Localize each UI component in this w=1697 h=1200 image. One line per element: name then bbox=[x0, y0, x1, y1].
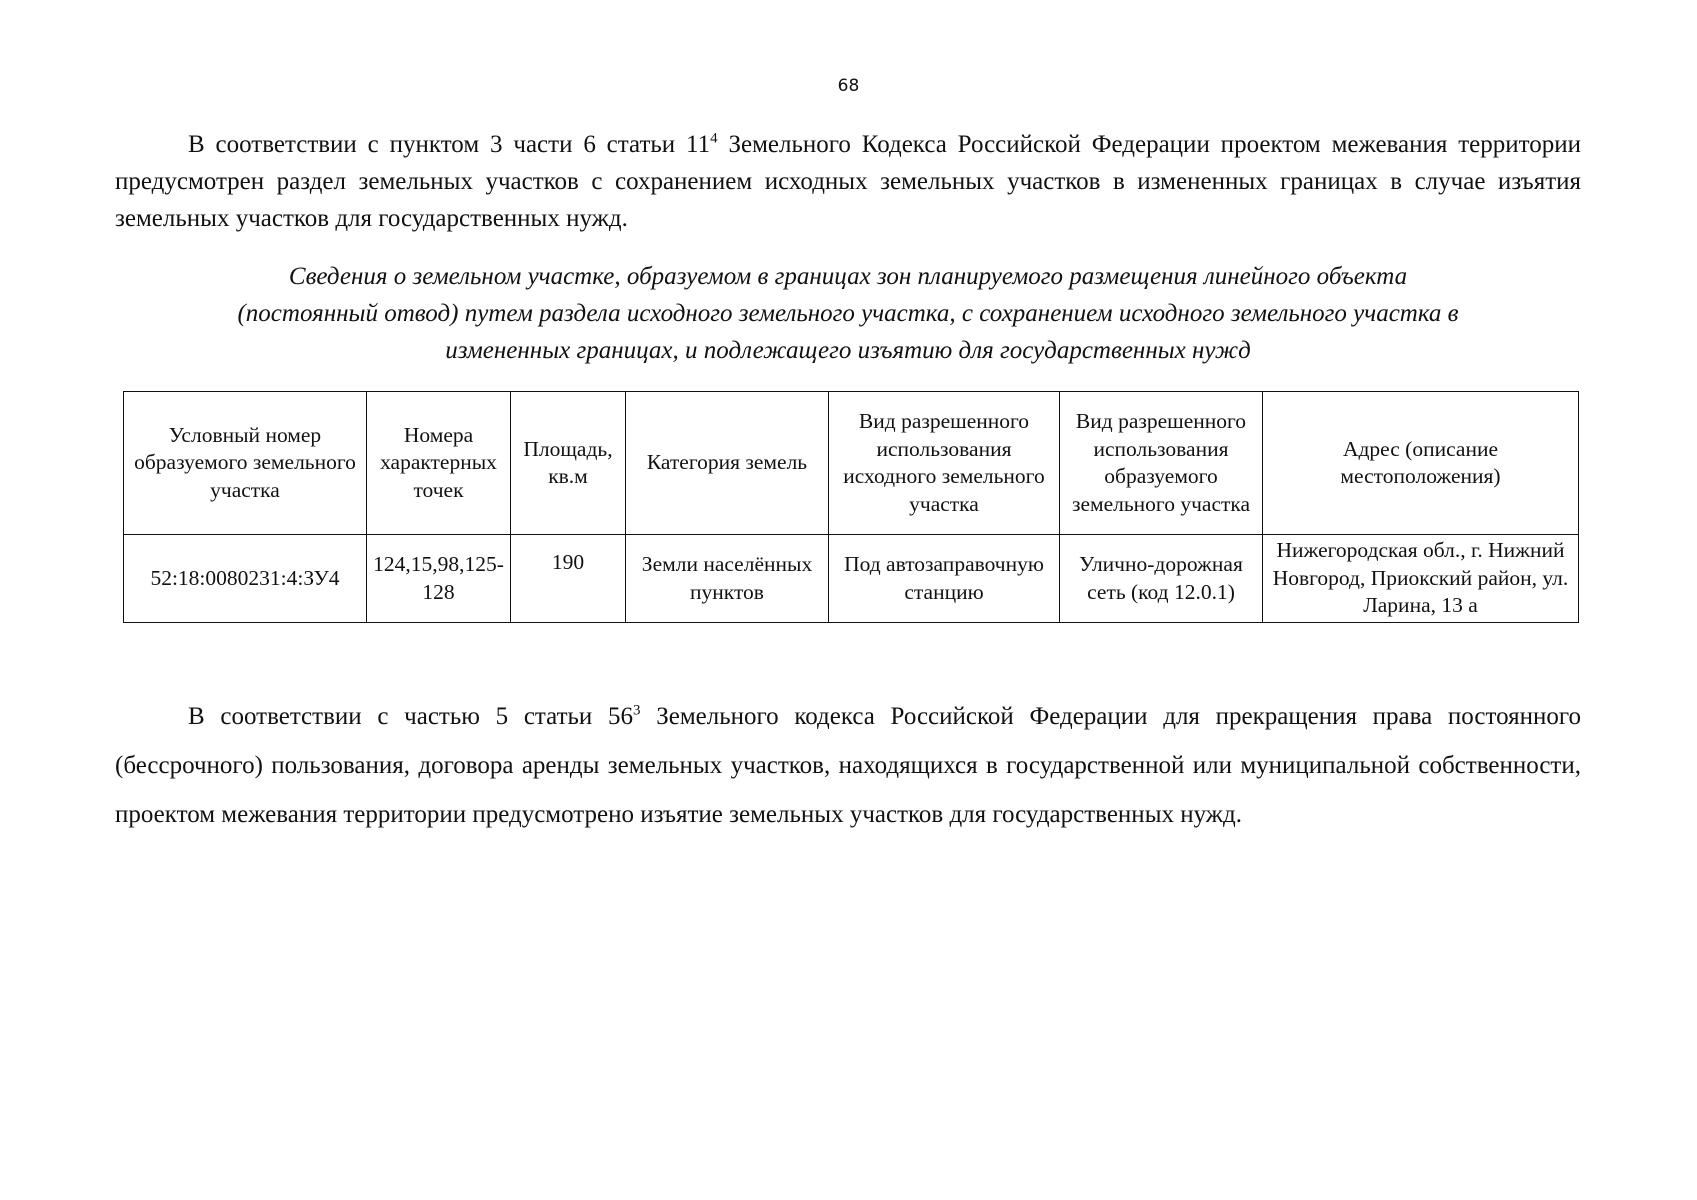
header-area: Площадь, кв.м bbox=[511, 392, 626, 535]
page-number: 68 bbox=[837, 76, 860, 96]
withdrawal-paragraph-tail: Земельного кодекса Российской Федерации для прекращения права постоянного (бессрочного) пользования, договора аренды земельных участков, находящихся в государственной или муниципальной собственности, проектом межевания территории предусмотрено изъятие земельных участков для государственных нужд. bbox=[115, 703, 1582, 828]
header-conditional-number: Условный номер образуемого земельного участка bbox=[124, 392, 367, 535]
cell-land-category: Земли населённых пунктов bbox=[626, 535, 829, 623]
header-new-permitted-use: Вид разрешенного использования образуемого земельного участка bbox=[1060, 392, 1263, 535]
header-characteristic-points: Номера характерных точек bbox=[367, 392, 511, 535]
intro-paragraph bbox=[115, 126, 1581, 237]
cell-area: 190 bbox=[511, 535, 626, 623]
cell-source-permitted-use: Под автозаправочную станцию bbox=[829, 535, 1060, 623]
table-caption-line1: Сведения о земельном участке, образуемом в границах зон планируемого размещения линейного объекта bbox=[288, 263, 1408, 290]
intro-paragraph-tail: Земельного Кодекса Российской Федерации проектом межевания территории предусмотрен раздел земельных участков с сохранением исходных земельных участков в измененных границах в случае изъятия земельных участков для государственных нужд. bbox=[115, 131, 1581, 232]
withdrawal-paragraph-lead: В соответствии с частью 5 статьи 56 bbox=[188, 703, 634, 730]
land-plot-table-container bbox=[123, 391, 1578, 623]
intro-paragraph-superscript: 4 bbox=[710, 130, 718, 147]
cell-conditional-number: 52:18:0080231:4:ЗУ4 bbox=[124, 535, 367, 623]
withdrawal-paragraph-superscript: 3 bbox=[633, 702, 641, 719]
header-source-permitted-use: Вид разрешенного использования исходного земельного участка bbox=[829, 392, 1060, 535]
cell-address: Нижегородская обл., г. Нижний Новгород, Приокский район, ул. Ларина, 13 а bbox=[1263, 535, 1579, 623]
table-caption-line3: измененных границах, и подлежащего изъятию для государственных нужд bbox=[445, 337, 1251, 364]
table-header-row bbox=[124, 392, 1579, 535]
intro-paragraph-lead: В соответствии с пунктом 3 части 6 статьи 11 bbox=[188, 131, 711, 158]
header-land-category: Категория земель bbox=[626, 392, 829, 535]
withdrawal-paragraph bbox=[115, 692, 1581, 839]
header-address: Адрес (описание местоположения) bbox=[1263, 392, 1579, 535]
cell-new-permitted-use: Улично-дорожная сеть (код 12.0.1) bbox=[1060, 535, 1263, 623]
table-caption-line2: (постоянный отвод) путем раздела исходного земельного участка, с сохранением исходного земельного участка в bbox=[237, 300, 1459, 327]
cell-characteristic-points: 124,15,98,125-128 bbox=[367, 535, 511, 623]
table-caption bbox=[115, 258, 1581, 369]
land-plot-table bbox=[123, 391, 1579, 623]
table-row bbox=[124, 535, 1579, 623]
